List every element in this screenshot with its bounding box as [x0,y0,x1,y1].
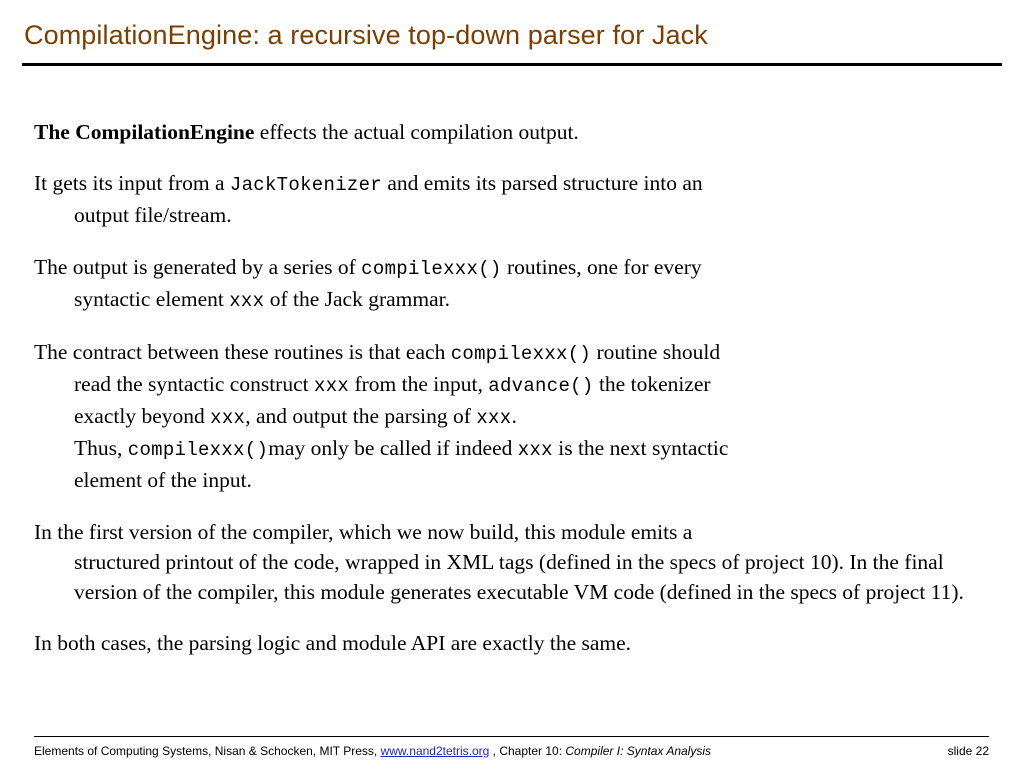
p4-text-j: may only be called if indeed [268,436,518,460]
slide-body [34,95,984,675]
paragraph-output [34,252,984,316]
p6-text: In both cases, the parsing logic and module API are exactly the same. [34,631,632,655]
p4-text-e: the tokenizer [593,372,711,396]
paragraph-conclusion [34,628,984,658]
p3-text-a: The output is generated by a series of [34,254,362,279]
p4-code-advance: advance() [488,375,594,397]
p3-hang-line [34,284,984,316]
p2-text-b: and emits its parsed structure into an [382,171,703,195]
p3-code-xxx: xxx [229,289,265,312]
p4-text-f: exactly beyond [74,404,211,428]
paragraph-versions [34,517,984,607]
p2-text-c: output file/stream. [74,203,232,227]
p4-code-compilexxx-1: compilexxx() [450,343,592,365]
intro-rest-text: effects the actual compilation output. [254,119,579,144]
p4-text-h: . [511,404,517,428]
footer-divider [34,736,989,737]
p3-text-b: routines, one for every [501,254,702,279]
p4-text-k: is the next syntactic [552,436,729,460]
p4-hang-line-3 [34,433,984,465]
footer-chapter-title: Compiler I: Syntax Analysis [565,744,711,758]
footer-chapter: , Chapter 10: [492,744,563,758]
intro-bold-text: The CompilationEngine [34,119,255,144]
p4-text-d: from the input, [349,372,489,396]
p4-hang-line-1 [34,369,984,401]
p4-code-xxx-2: xxx [210,407,246,429]
paragraph-input [34,168,984,230]
p4-text-b: routine should [591,340,721,364]
footer-citation: Elements of Computing Systems, Nisan & Schocken, MIT Press, [34,744,378,758]
p5-text-a: In the first version of the compiler, which we now build, this module emits a [34,519,693,544]
p3-text-d: of the Jack grammar. [264,286,450,311]
slide-number: slide 22 [947,744,989,758]
p4-code-xxx-3: xxx [476,407,512,429]
p2-text-a: It gets its input from a [34,171,230,195]
p4-text-i: Thus, [74,436,128,460]
paragraph-intro [34,117,984,147]
p4-text-l: element of the input. [74,468,252,492]
p4-text-g: , and output the parsing of [245,404,477,428]
p3-code-compilexxx: compilexxx() [361,257,502,280]
p5-text-b: structured printout of the code, wrapped in XML tags (defined in the specs of project 10). In the final version of the compiler, this module generates executable VM code (defined in the specs of project 11). [74,549,964,604]
nand2tetris-link[interactable]: www.nand2tetris.org [380,744,490,758]
p3-text-c: syntactic element [74,286,230,311]
p4-text-a: The contract between these routines is that each [34,340,451,364]
page-title: CompilationEngine: a recursive top-down parser for Jack [24,20,708,50]
p4-code-xxx-4: xxx [517,439,553,461]
p4-code-xxx-1: xxx [314,375,350,397]
p4-code-compilexxx-2: compilexxx() [127,439,269,461]
title-divider [22,63,1002,66]
p4-text-c: read the syntactic construct [74,372,314,396]
p2-code-jacktokenizer: JackTokenizer [229,174,382,196]
footer-left [34,744,711,758]
paragraph-contract [34,337,984,495]
p4-hang-line-2 [34,401,984,433]
